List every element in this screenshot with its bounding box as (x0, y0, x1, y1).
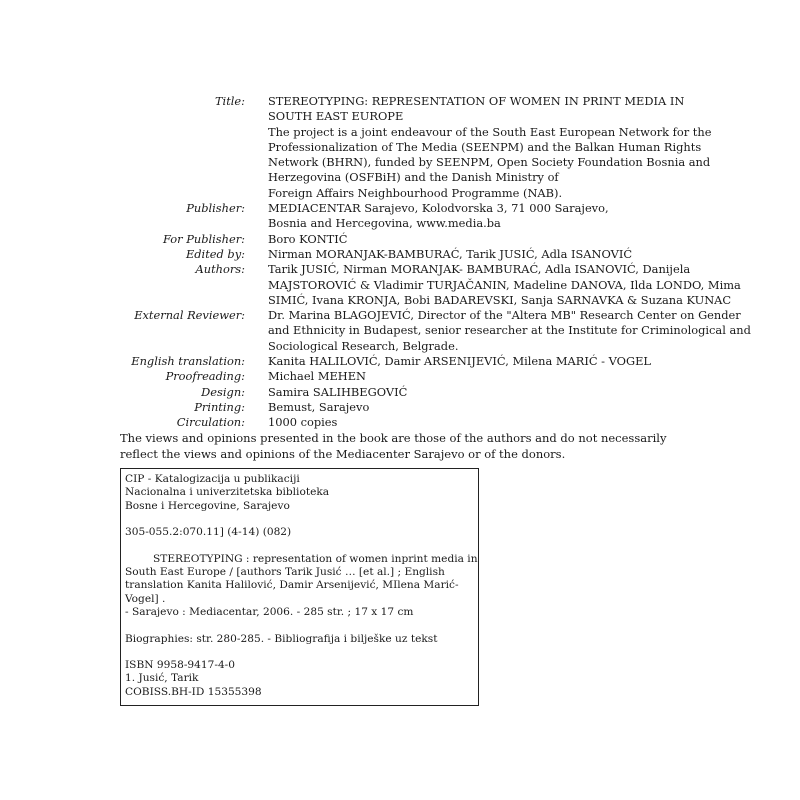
imprint-label: Authors: (195, 262, 245, 277)
imprint-label: Circulation: (176, 415, 245, 430)
imprint-value (268, 385, 720, 400)
imprint-row (120, 94, 720, 201)
cip-notes: Biographies: str. 280-285. - Bibliografija i bilješke uz tekst (125, 632, 438, 645)
imprint-value (268, 262, 741, 308)
imprint-value-line: and Ethnicity in Budapest, senior researcher at the Institute for Criminological and (268, 323, 751, 338)
imprint-label: Edited by: (185, 246, 245, 261)
cip-footer-line: 1. Jusić, Tarik (125, 672, 199, 685)
cip-header-line: CIP - Katalogizacija u publikaciji (125, 473, 300, 485)
imprint-row (120, 232, 720, 247)
imprint-block (120, 94, 751, 431)
imprint-value (268, 415, 720, 430)
imprint-value-line: Herzegovina (OSFBiH) and the Danish Ministry of (268, 170, 559, 185)
imprint-label: For Publisher: (163, 231, 245, 246)
spacer (125, 646, 478, 659)
imprint-value-line: Kanita HALILOVIĆ, Damir ARSENIJEVIĆ, Milena MARIĆ - VOGEL (268, 354, 651, 369)
imprint-label: Proofreading: (165, 369, 245, 384)
spacer (125, 539, 478, 552)
imprint-value-line: Sociological Research, Belgrade. (268, 338, 459, 353)
imprint-value-line: MEDIACENTAR Sarajevo, Kolodvorska 3, 71 000 Sarajevo, (268, 201, 609, 216)
imprint-value (268, 232, 720, 247)
imprint-value-line: Professionalization of The Media (SEENPM) and the Balkan Human Rights (268, 139, 702, 154)
imprint-value-line: Tarik JUSIĆ, Nirman MORANJAK- BAMBURAĆ, Adla ISANOVIĆ, Danijela (268, 262, 691, 277)
imprint-row (120, 369, 720, 384)
imprint-row (120, 247, 720, 262)
imprint-value (268, 400, 720, 415)
imprint-value-line: Dr. Marina BLAGOJEVIĆ, Director of the "Altera MB" Research Center on Gender (268, 308, 741, 323)
imprint-value-line: The project is a joint endeavour of the South East European Network for the (268, 124, 712, 139)
cip-header-line: Bosne i Hercegovine, Sarajevo (125, 499, 290, 512)
cip-footer-line: COBISS.BH-ID 15355398 (125, 685, 262, 698)
imprint-label: External Reviewer: (134, 308, 245, 323)
imprint-row (120, 415, 720, 430)
imprint-value-line: Boro KONTIĆ (268, 231, 348, 246)
imprint-label: Publisher: (186, 201, 245, 216)
imprint-value-line: 1000 copies (268, 415, 338, 430)
imprint-value (268, 247, 720, 262)
imprint-value-line: Bosnia and Hercegovina, www.media.ba (268, 216, 501, 231)
imprint-label: Printing: (194, 399, 245, 414)
imprint-value-line: Network (BHRN), funded by SEENPM, Open Society Foundation Bosnia and (268, 155, 711, 170)
cip-classification: 305-055.2:070.11] (4-14) (082) (125, 526, 292, 539)
imprint-row (120, 400, 720, 415)
imprint-row (120, 354, 720, 369)
imprint-label: Title: (214, 94, 245, 108)
imprint-value-line: SOUTH EAST EUROPE (268, 109, 404, 124)
imprint-row (120, 385, 720, 400)
imprint-label: English translation: (131, 354, 245, 369)
cip-description-line: - Sarajevo : Mediacentar, 2006. - 285 str. ; 17 x 17 cm (125, 605, 414, 618)
imprint-value (268, 308, 751, 354)
imprint-value (268, 94, 720, 201)
imprint-value-line: Nirman MORANJAK-BAMBURAĆ, Tarik JUSIĆ, Adla ISANOVIĆ (268, 246, 633, 261)
disclaimer: The views and opinions presented in the book are those of the authors and do not necessarily reflect the views and opinions of the Mediacenter Sarajevo or of the donors. (120, 431, 667, 461)
imprint-value-line: Michael MEHEN (268, 369, 367, 384)
imprint-value (268, 369, 720, 384)
imprint-row (120, 308, 751, 354)
imprint-row (120, 201, 720, 232)
cip-header-line: Nacionalna i univerzitetska biblioteka (125, 486, 330, 499)
spacer (125, 513, 478, 526)
imprint-row (120, 262, 741, 308)
imprint-value-line: MAJSTOROVIĆ & Vladimir TURJAČANIN, Madeline DANOVA, Ilda LONDO, Mima (268, 277, 741, 292)
cip-record-box (120, 468, 479, 706)
imprint-value-line: Bemust, Sarajevo (268, 399, 370, 414)
imprint-value-line: Samira SALIHBEGOVIĆ (268, 384, 408, 399)
cip-description-line: South East Europe / [authors Tarik Jusić … [et al.] ; English (125, 566, 445, 579)
cip-footer-line: ISBN 9958-9417-4-0 (125, 659, 236, 672)
imprint-value (268, 354, 720, 369)
imprint-value-line: STEREOTYPING: REPRESENTATION OF WOMEN IN PRINT MEDIA IN (268, 94, 685, 108)
imprint-value-line: Foreign Affairs Neighbourhood Programme (NAB). (268, 185, 563, 200)
cip-description-line: translation Kanita Halilović, Damir Arsenijević, MIlena Marić-Vogel] . (125, 579, 459, 605)
imprint-label: Design: (201, 384, 245, 399)
imprint-value (268, 201, 720, 232)
cip-description-line: STEREOTYPING : representation of women inprint media in (153, 552, 478, 565)
spacer (125, 619, 478, 632)
imprint-value-line: SIMIĆ, Ivana KRONJA, Bobi BADAREVSKI, Sanja SARNAVKA & Suzana KUNAC (268, 292, 732, 307)
